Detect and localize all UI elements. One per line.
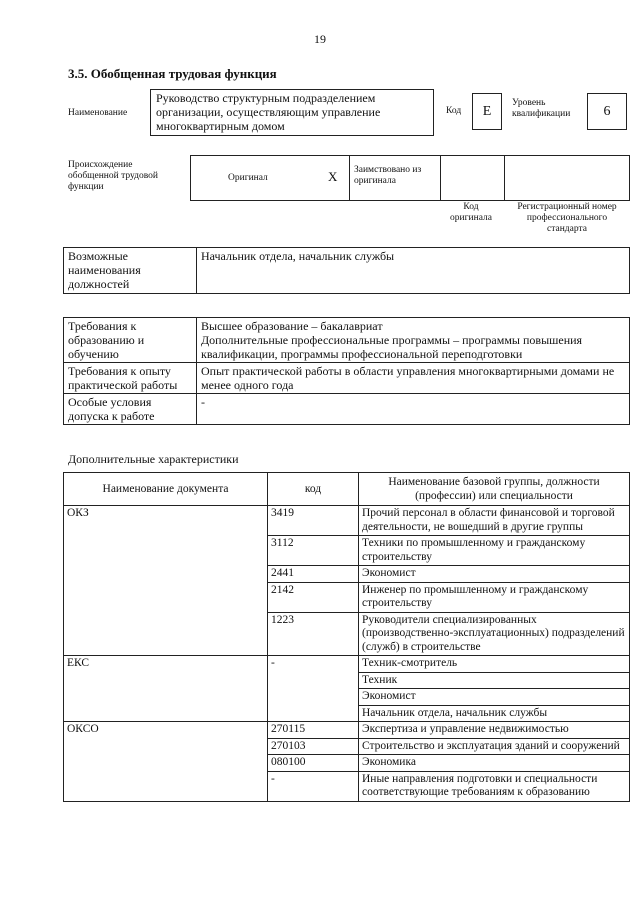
header-row bbox=[64, 473, 630, 506]
name-cell: Техники по промышленному и гражданскому строительству bbox=[359, 536, 630, 566]
doc-cell: ОКСО bbox=[64, 722, 268, 802]
header-doc: Наименование документа bbox=[64, 473, 268, 506]
name-cell: Строительство и эксплуатация зданий и сооружений bbox=[359, 738, 630, 755]
name-cell: Инженер по промышленному и гражданскому строительству bbox=[359, 582, 630, 612]
borrowed-label: Заимствовано из оригинала bbox=[354, 165, 422, 186]
positions-table bbox=[63, 247, 630, 294]
level-label: Уровень квалификации bbox=[512, 98, 571, 119]
table-row bbox=[64, 506, 630, 536]
code-cell: 080100 bbox=[268, 755, 359, 772]
name-label: Наименование bbox=[68, 108, 128, 118]
requirement-row bbox=[64, 318, 630, 363]
additional-table bbox=[63, 472, 630, 802]
requirement-row bbox=[64, 363, 630, 394]
requirement-row bbox=[64, 394, 630, 425]
name-value-box bbox=[150, 89, 434, 136]
name-cell: Техник bbox=[359, 672, 630, 689]
positions-row bbox=[64, 248, 630, 294]
level-value: 6 bbox=[587, 93, 627, 130]
requirement-label: Требования к образованию и обучению bbox=[64, 318, 197, 363]
origin-label: Происхождение обобщенной трудовой функции bbox=[68, 160, 158, 192]
doc-cell: ЕКС bbox=[64, 656, 268, 722]
name-cell: Экономист bbox=[359, 566, 630, 583]
code-cell: 1223 bbox=[268, 612, 359, 656]
section-title: 3.5. Обобщенная трудовая функция bbox=[68, 66, 277, 81]
requirements-table bbox=[63, 317, 630, 425]
positions-label: Возможные наименования должностей bbox=[64, 248, 197, 294]
requirement-line: - bbox=[201, 395, 205, 409]
requirement-label: Требования к опыту практической работы bbox=[64, 363, 197, 394]
table-row bbox=[64, 656, 630, 673]
original-mark: X bbox=[328, 169, 338, 184]
doc-cell: ОКЗ bbox=[64, 506, 268, 656]
code-cell: 3112 bbox=[268, 536, 359, 566]
requirement-value bbox=[197, 363, 630, 394]
code-cell: 2441 bbox=[268, 566, 359, 583]
code-value: E bbox=[472, 93, 502, 130]
original-label: Оригинал bbox=[228, 173, 268, 183]
code-cell: 270115 bbox=[268, 722, 359, 739]
requirement-value bbox=[197, 394, 630, 425]
header-code: код bbox=[268, 473, 359, 506]
name-cell: Руководители специализированных (производственно-эксплуатационных) подразделений (служб) в строительстве bbox=[359, 612, 630, 656]
code-label: Код bbox=[446, 106, 462, 116]
code-cell: 3419 bbox=[268, 506, 359, 536]
positions-value: Начальник отдела, начальник службы bbox=[197, 248, 630, 294]
additional-title: Дополнительные характеристики bbox=[68, 452, 239, 466]
requirement-line: Дополнительные профессиональные программы – программы повышения квалификации, программы профессиональной переподготовки bbox=[201, 333, 583, 361]
name-cell: Экспертиза и управление недвижимостью bbox=[359, 722, 630, 739]
name-cell: Начальник отдела, начальник службы bbox=[359, 705, 630, 722]
regnum-caption: Регистрационный номер профессионального стандарта bbox=[517, 202, 617, 234]
table-row bbox=[64, 722, 630, 739]
name-cell: Техник-смотритель bbox=[359, 656, 630, 673]
code-cell: - bbox=[268, 771, 359, 801]
header-name: Наименование базовой группы, должности (профессии) или специальности bbox=[359, 473, 630, 506]
origin-row bbox=[190, 155, 630, 201]
name-cell: Экономист bbox=[359, 689, 630, 706]
requirement-label: Особые условия допуска к работе bbox=[64, 394, 197, 425]
requirement-value bbox=[197, 318, 630, 363]
page-number: 19 bbox=[314, 32, 326, 46]
code-cell: - bbox=[268, 656, 359, 722]
requirement-line: Опыт практической работы в области управления многоквартирными домами не менее одного года bbox=[201, 364, 615, 392]
name-cell: Иные направления подготовки и специальности соответствующие требованиям к образованию bbox=[359, 771, 630, 801]
name-cell: Прочий персонал в области финансовой и торговой деятельности, не вошедший в другие группы bbox=[359, 506, 630, 536]
code-cell: 270103 bbox=[268, 738, 359, 755]
requirement-line: Высшее образование – бакалавриат bbox=[201, 319, 383, 333]
code-original-caption: Код оригинала bbox=[450, 202, 492, 223]
function-name: Руководство структурным подразделением организации, осуществляющим управление многоквартирным домом bbox=[156, 91, 381, 133]
name-cell: Экономика bbox=[359, 755, 630, 772]
code-cell: 2142 bbox=[268, 582, 359, 612]
